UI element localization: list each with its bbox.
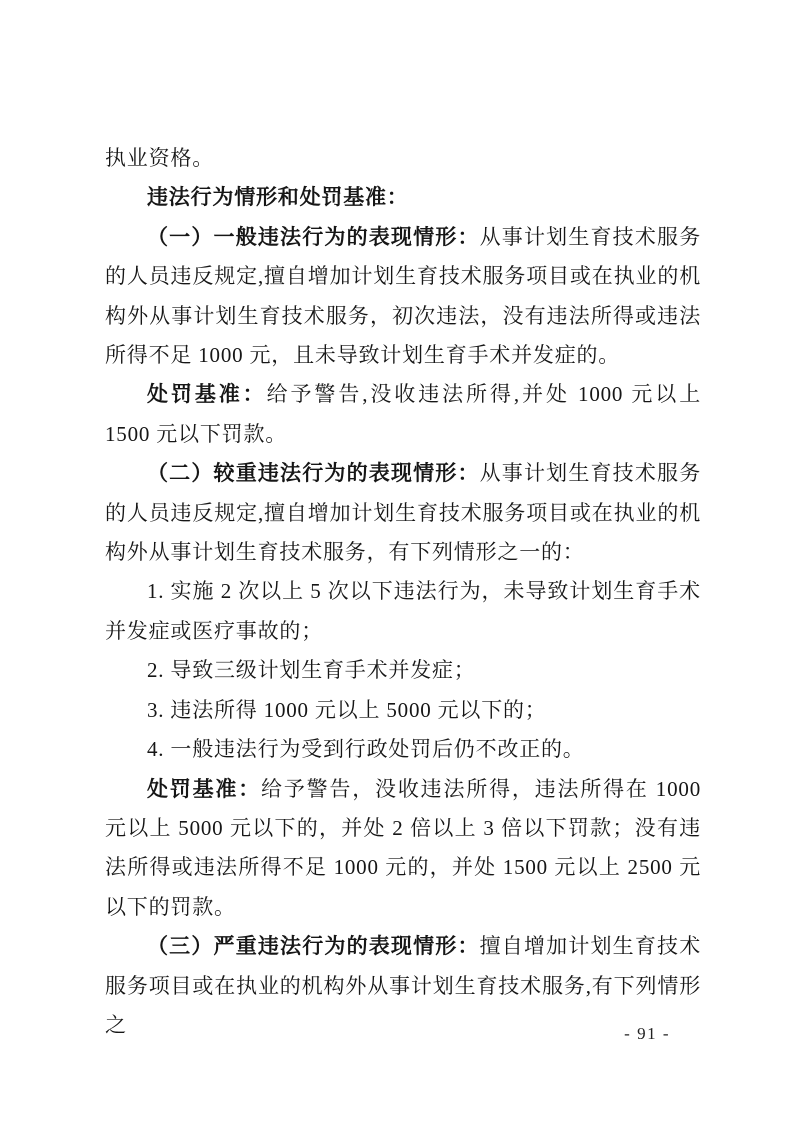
document-body	[105, 139, 701, 1045]
paragraph-text: 从事计划生育技术服务的人员违反规定,擅自增加计划生育技术服务项目或在执业的机构外从事计划生育技术服务，有下列情形之一的：	[105, 461, 701, 565]
paragraph-text: 给予警告,没收违法所得,并处 1000 元以上 1500 元以下罚款。	[105, 382, 702, 446]
para-general-violation	[105, 218, 701, 376]
paragraph-lead-bold: 处罚基准：	[147, 776, 262, 801]
list-item-1	[105, 572, 701, 651]
list-item-text: 3. 违法所得 1000 元以上 5000 元以下的；	[147, 697, 547, 722]
para-moderate-violation	[105, 454, 701, 572]
heading-penalty-standards	[105, 178, 701, 217]
page-number: - 91 -	[624, 1024, 670, 1043]
heading-text: 违法行为情形和处罚基准：	[147, 185, 409, 210]
paragraph-text: 擅自增加计划生育技术服务项目或在执业的机构外从事计划生育技术服务,有下列情形之	[105, 934, 701, 1037]
paragraph-lead-bold: （二）较重违法行为的表现情形：	[147, 461, 480, 486]
paragraph-text: 从事计划生育技术服务的人员违反规定,擅自增加计划生育技术服务项目或在执业的机构外从事计划生育技术服务，初次违法，没有违法所得或违法所得不足 1000 元，且未导致计划生育手术并发症的。	[105, 224, 701, 368]
list-item-4	[105, 730, 701, 769]
paragraph-text: 执业资格。	[105, 146, 214, 170]
list-item-2	[105, 651, 701, 690]
paragraph-lead-bold: （一）一般违法行为的表现情形：	[147, 224, 480, 249]
para-penalty-basis-2	[105, 770, 701, 928]
paragraph-text: 给予警告，没收违法所得，违法所得在 1000 元以上 5000 元以下的，并处 2 倍以上 3 倍以下罚款；没有违法所得或违法所得不足 1000 元的，并处 1500 元以上 2500 元以下的罚款。	[105, 776, 701, 919]
list-item-text: 1. 实施 2 次以上 5 次以下违法行为，未导致计划生育手术并发症或医疗事故的；	[105, 579, 701, 643]
list-item-text: 2. 导致三级计划生育手术并发症；	[147, 658, 476, 683]
paragraph-lead-bold: （三）严重违法行为的表现情形：	[147, 934, 480, 959]
para-serious-violation	[105, 927, 701, 1045]
paragraph-lead-bold: 处罚基准：	[147, 382, 267, 407]
list-item-text: 4. 一般违法行为受到行政处罚后仍不改正的。	[147, 737, 585, 762]
list-item-3	[105, 691, 701, 730]
para-penalty-basis-1	[105, 375, 701, 454]
paragraph-continuation	[105, 139, 701, 178]
